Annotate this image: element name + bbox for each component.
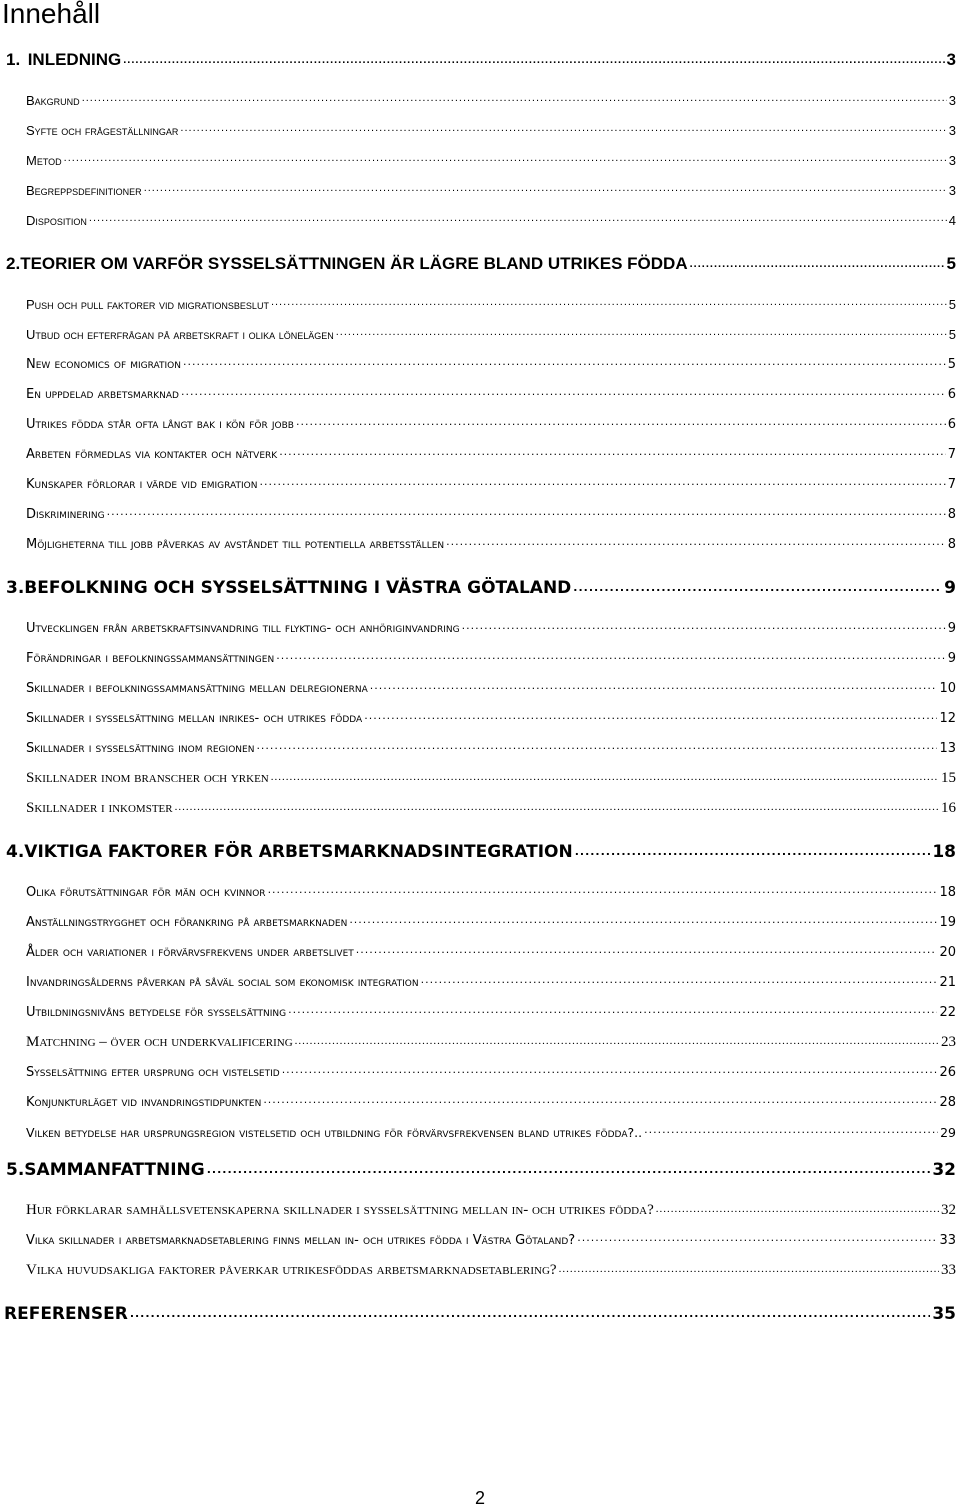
toc-page-number: 9	[947, 621, 956, 636]
dot-leader	[577, 1232, 937, 1244]
toc-entry[interactable]	[0, 152, 960, 178]
chapter-title: INLEDNING	[27, 50, 122, 69]
subsection-title: Olika förutsättningar för män och kvinnor	[26, 885, 266, 900]
subsection-title: Utbud och efterfrågan på arbetskraft i olika lönelägen	[26, 327, 334, 342]
toc-page-number: 23	[941, 1034, 956, 1050]
toc-page-number: 20	[939, 945, 956, 960]
subsection-title: Vilka huvudsakliga faktorer påverkar utrikesföddas arbetsmarknadsetablering?	[26, 1262, 557, 1278]
toc-entry[interactable]	[0, 884, 960, 910]
toc-entry[interactable]	[0, 122, 960, 148]
section-number: 4.	[6, 842, 25, 862]
toc-entry[interactable]	[0, 620, 960, 646]
toc-page-number: 3	[948, 93, 956, 108]
toc-entry[interactable]	[0, 770, 960, 796]
toc-entry[interactable]	[0, 1262, 960, 1288]
toc-page-number: 6	[947, 387, 956, 402]
toc-entry[interactable]	[0, 1004, 960, 1030]
subsection-title: Arbeten förmedlas via kontakter och nätverk	[26, 447, 278, 462]
toc-page-number: 29	[940, 1125, 956, 1140]
dot-leader	[64, 152, 947, 164]
chapter-title: TEORIER OM VARFÖR SYSSELSÄTTNINGEN ÄR LÄGRE BLAND UTRIKES FÖDDA	[20, 254, 688, 273]
dot-leader	[144, 182, 947, 194]
dot-leader	[207, 1164, 931, 1176]
toc-page-number: 18	[939, 885, 956, 900]
section-number: 5.	[6, 1160, 25, 1180]
toc-page-number: 3	[948, 123, 956, 138]
dot-leader	[107, 506, 946, 518]
subsection-title: Begreppsdefinitioner	[26, 183, 142, 198]
dot-leader	[462, 620, 946, 632]
toc-page-number: 26	[939, 1065, 956, 1080]
toc-page-number: 7	[947, 447, 956, 462]
toc-entry[interactable]	[0, 650, 960, 676]
toc-entry[interactable]	[0, 92, 960, 118]
toc-entry[interactable]	[0, 296, 960, 322]
toc-entry[interactable]	[0, 800, 960, 826]
chapter-title: REFERENSER	[4, 1304, 128, 1324]
toc-entry[interactable]	[0, 680, 960, 706]
subsection-title: Kunskaper förlorar i värde vid emigration	[26, 477, 258, 492]
section-number: 1.	[6, 50, 21, 69]
toc-page-number: 16	[941, 800, 956, 816]
subsection-title: Skillnader inom branscher och yrken	[26, 770, 269, 786]
dot-leader	[295, 1035, 939, 1047]
toc-page-number: 18	[932, 842, 956, 862]
section-number: 2.	[6, 254, 21, 273]
toc-page-number: 9	[947, 651, 956, 666]
toc-page-number: 12	[939, 711, 956, 726]
subsection-title: Konjunkturläget vid invandringstidpunkten	[26, 1095, 262, 1110]
dot-leader	[364, 710, 937, 722]
toc-page-number: 5	[946, 254, 956, 273]
subsection-title: Syfte och frågeställningar	[26, 123, 179, 138]
toc-entry[interactable]	[0, 506, 960, 532]
toc-entry[interactable]	[0, 212, 960, 238]
subsection-title: Skillnader i sysselsättning mellan inrikes- och utrikes födda	[26, 711, 363, 726]
toc-entry[interactable]	[0, 1232, 960, 1258]
toc-page-number: 8	[947, 537, 956, 552]
toc-page-number: 5	[948, 327, 956, 342]
dot-leader	[296, 416, 946, 428]
dot-leader	[656, 1203, 939, 1215]
toc-entry[interactable]	[0, 1124, 960, 1150]
toc-page-number: 35	[932, 1304, 956, 1324]
toc-entry[interactable]	[0, 536, 960, 562]
subsection-title: Förändringar i befolkningssammansättningen	[26, 651, 275, 666]
dot-leader	[279, 446, 946, 458]
toc-page-number: 3	[948, 183, 956, 198]
dot-leader	[446, 536, 946, 548]
toc-page-number: 6	[947, 417, 956, 432]
toc-entry[interactable]	[0, 182, 960, 208]
toc-entry[interactable]	[0, 1064, 960, 1090]
subsection-title: Vilka skillnader i arbetsmarknadsetablering finns mellan in- och utrikes födda i Västra Götaland?	[26, 1233, 576, 1248]
toc-page-number: 15	[941, 770, 956, 786]
dot-leader	[282, 1064, 938, 1076]
subsection-title: Hur förklarar samhällsvetenskaperna skillnader i sysselsättning mellan in- och utrikes födda?	[26, 1202, 654, 1218]
toc-entry[interactable]	[0, 326, 960, 352]
dot-leader	[349, 914, 937, 926]
toc-page-number: 4	[948, 213, 956, 228]
dot-leader	[575, 846, 931, 858]
toc-entry[interactable]	[0, 254, 960, 280]
subsection-title: Vilken betydelse har ursprungsregion vistelsetid och utbildning för förvärvsfrekvensen bland utrikes födda?..	[26, 1125, 643, 1140]
subsection-title: Sysselsättning efter ursprung och vistelsetid	[26, 1065, 280, 1080]
subsection-title: En uppdelad arbetsmarknad	[26, 387, 179, 402]
dot-leader	[336, 326, 947, 338]
toc-entry[interactable]	[0, 356, 960, 382]
subsection-title: Skillnader i inkomster	[26, 800, 173, 816]
toc-page-number: 32	[941, 1202, 956, 1218]
subsection-title: Bakgrund	[26, 93, 80, 108]
toc-page-number: 5	[948, 297, 956, 312]
dot-leader	[644, 1124, 938, 1136]
toc-entry[interactable]	[0, 740, 960, 766]
subsection-title: Matchning – över och underkvalificering	[26, 1034, 293, 1050]
toc-entry[interactable]	[0, 944, 960, 970]
dot-leader	[259, 476, 945, 488]
subsection-title: Möjligheterna till jobb påverkas av avståndet till potentiella arbetsställen	[26, 537, 445, 552]
toc-page-number: 13	[939, 741, 956, 756]
subsection-title: Anställningstrygghet och förankring på arbetsmarknaden	[26, 915, 348, 930]
toc-entry[interactable]	[0, 914, 960, 940]
dot-leader	[356, 944, 938, 956]
toc-page-number: 22	[939, 1005, 956, 1020]
toc-page-number: 28	[939, 1095, 956, 1110]
subsection-title: Ålder och variationer i förvärvsfrekvens under arbetslivet	[26, 945, 354, 960]
toc-page-number: 19	[939, 915, 956, 930]
dot-leader	[573, 582, 942, 594]
toc-page-number: 33	[939, 1233, 956, 1248]
toc-page-number: 9	[944, 578, 956, 598]
toc-entry[interactable]	[0, 842, 960, 868]
toc-page-number: 3	[948, 153, 956, 168]
dot-leader	[130, 1308, 931, 1320]
subsection-title: Utvecklingen från arbetskraftsinvandring till flykting- och anhöriginvandring	[26, 621, 460, 636]
toc-entry[interactable]	[0, 974, 960, 1000]
toc-entry[interactable]	[0, 50, 960, 76]
subsection-title: Metod	[26, 153, 62, 168]
chapter-title: VIKTIGA FAKTORER FÖR ARBETSMARKNADSINTEGRATION	[24, 842, 573, 862]
dot-leader	[421, 974, 938, 986]
subsection-title: Disposition	[26, 213, 87, 228]
toc-entry[interactable]	[0, 710, 960, 736]
subsection-title: Utbildningsnivåns betydelse för sysselsättning	[26, 1005, 287, 1020]
subsection-title: Skillnader i befolkningssammansättning mellan delregionerna	[26, 681, 368, 696]
dot-leader	[180, 122, 946, 134]
dot-leader	[690, 258, 945, 270]
toc-page-number: 10	[939, 681, 956, 696]
subsection-title: Push och pull faktorer vid migrationsbeslut	[26, 297, 269, 312]
dot-leader	[263, 1094, 937, 1106]
toc-entry[interactable]	[0, 1034, 960, 1060]
toc-page-number: 21	[939, 975, 956, 990]
toc-entry[interactable]	[0, 578, 960, 604]
dot-leader	[183, 356, 946, 368]
dot-leader	[288, 1004, 937, 1016]
dot-leader	[559, 1263, 939, 1275]
dot-leader	[82, 92, 947, 104]
subsection-title: Diskriminering	[26, 507, 105, 522]
dot-leader	[256, 740, 937, 752]
page-number: 2	[474, 1488, 485, 1508]
subsection-title: Utrikes födda står ofta långt bak i kön för jobb	[26, 417, 294, 432]
dot-leader	[370, 680, 938, 692]
dot-leader	[271, 296, 947, 308]
dot-leader	[181, 386, 946, 398]
toc-entry[interactable]	[0, 1160, 960, 1186]
subsection-title: Invandringsålderns påverkan på såväl social som ekonomisk integration	[26, 975, 419, 990]
chapter-title: SAMMANFATTNING	[24, 1160, 205, 1180]
toc-page-number: 32	[932, 1160, 956, 1180]
toc-page-number: 5	[947, 357, 956, 372]
toc-entry[interactable]	[0, 476, 960, 502]
toc-page-number: 33	[941, 1262, 956, 1278]
toc-entry[interactable]	[0, 1304, 960, 1330]
dot-leader	[268, 884, 938, 896]
toc-entry[interactable]	[0, 386, 960, 412]
dot-leader	[276, 650, 946, 662]
toc-entry[interactable]	[0, 1202, 960, 1228]
toc-page-number: 7	[947, 477, 956, 492]
dot-leader	[89, 212, 947, 224]
toc-entry[interactable]	[0, 1094, 960, 1120]
subsection-title: Skillnader i sysselsättning inom regionen	[26, 741, 255, 756]
dot-leader	[271, 771, 939, 783]
subsection-title: New economics of migration	[26, 357, 181, 372]
toc-page-number: 8	[947, 507, 956, 522]
dot-leader	[123, 54, 944, 66]
dot-leader	[175, 801, 939, 813]
toc-page-number: 3	[946, 50, 956, 69]
toc-title: Innehåll	[2, 0, 101, 29]
section-number: 3.	[6, 578, 25, 598]
toc-entry[interactable]	[0, 446, 960, 472]
toc-entry[interactable]	[0, 416, 960, 442]
chapter-title: BEFOLKNING OCH SYSSELSÄTTNING I VÄSTRA GÖTALAND	[24, 578, 572, 598]
